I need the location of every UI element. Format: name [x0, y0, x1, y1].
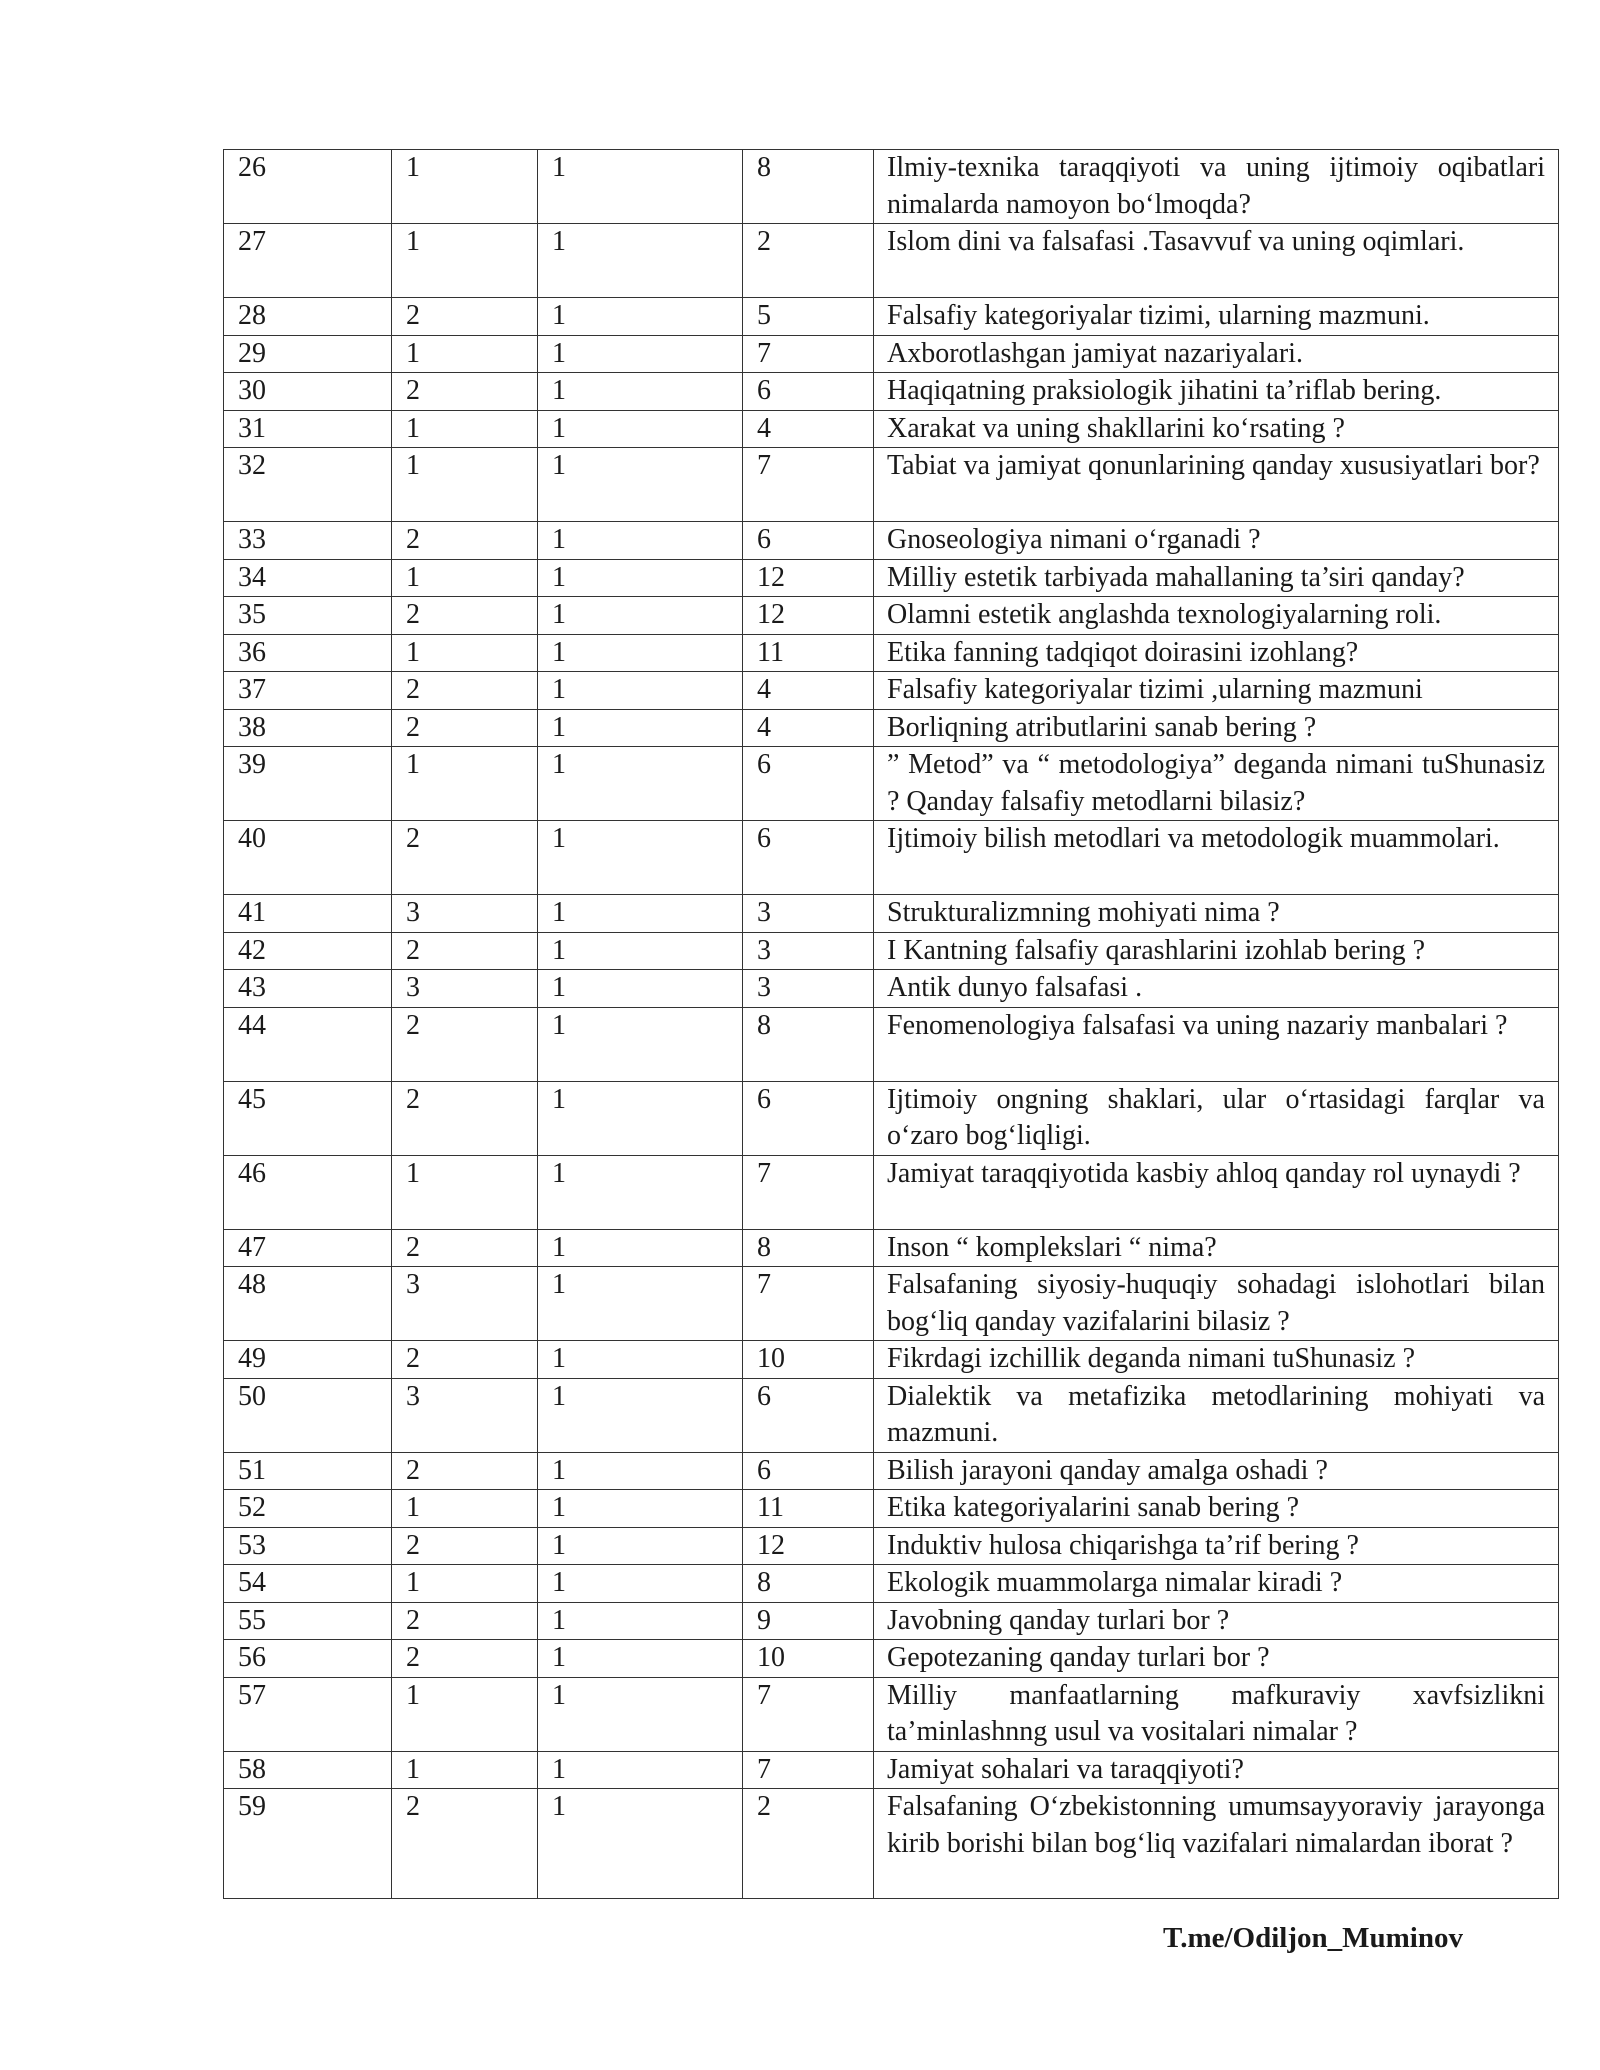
column-3-cell: 1 [538, 1155, 743, 1229]
question-text-cell: Dialektik va metafizika metodlarining mohiyati va mazmuni. [874, 1378, 1559, 1452]
questions-table [223, 149, 1559, 1899]
column-4-cell: 8 [743, 1229, 874, 1267]
table-row [224, 410, 1559, 448]
column-4-cell: 6 [743, 1081, 874, 1155]
column-2-cell: 1 [392, 1751, 538, 1789]
table-row [224, 1602, 1559, 1640]
row-number-cell: 58 [224, 1751, 392, 1789]
row-number-cell: 36 [224, 634, 392, 672]
row-number-cell: 26 [224, 150, 392, 224]
table-row [224, 1007, 1559, 1081]
column-2-cell: 1 [392, 1677, 538, 1751]
table-row [224, 224, 1559, 298]
table-row [224, 1378, 1559, 1452]
row-number-cell: 59 [224, 1789, 392, 1899]
column-2-cell: 2 [392, 1527, 538, 1565]
table-row [224, 1565, 1559, 1603]
column-3-cell: 1 [538, 559, 743, 597]
column-3-cell: 1 [538, 448, 743, 522]
column-3-cell: 1 [538, 1789, 743, 1899]
question-text-cell: Bilish jarayoni qanday amalga oshadi ? [874, 1452, 1559, 1490]
column-4-cell: 5 [743, 298, 874, 336]
row-number-cell: 41 [224, 895, 392, 933]
row-number-cell: 53 [224, 1527, 392, 1565]
table-row [224, 1751, 1559, 1789]
column-4-cell: 12 [743, 559, 874, 597]
question-text-cell: Islom dini va falsafasi .Tasavvuf va uning oqimlari. [874, 224, 1559, 298]
column-3-cell: 1 [538, 150, 743, 224]
question-text-cell: Etika fanning tadqiqot doirasini izohlang? [874, 634, 1559, 672]
column-3-cell: 1 [538, 1527, 743, 1565]
row-number-cell: 39 [224, 747, 392, 821]
row-number-cell: 30 [224, 373, 392, 411]
table-row [224, 522, 1559, 560]
column-4-cell: 7 [743, 448, 874, 522]
column-4-cell: 10 [743, 1341, 874, 1379]
row-number-cell: 55 [224, 1602, 392, 1640]
column-2-cell: 1 [392, 1155, 538, 1229]
column-2-cell: 1 [392, 634, 538, 672]
column-4-cell: 9 [743, 1602, 874, 1640]
table-row [224, 634, 1559, 672]
column-2-cell: 3 [392, 970, 538, 1008]
column-3-cell: 1 [538, 1565, 743, 1603]
column-2-cell: 2 [392, 522, 538, 560]
column-4-cell: 7 [743, 1155, 874, 1229]
table-row [224, 559, 1559, 597]
column-2-cell: 1 [392, 747, 538, 821]
row-number-cell: 31 [224, 410, 392, 448]
table-row [224, 895, 1559, 933]
column-2-cell: 2 [392, 597, 538, 635]
column-2-cell: 1 [392, 1565, 538, 1603]
question-text-cell: Ilmiy-texnika taraqqiyoti va uning ijtimoiy oqibatlari nimalarda namoyon bo‘lmoqda? [874, 150, 1559, 224]
column-3-cell: 1 [538, 1751, 743, 1789]
footer-telegram-link[interactable]: T.me/Odiljon_Muminov [1163, 1922, 1463, 1954]
table-row [224, 970, 1559, 1008]
question-text-cell: Jamiyat taraqqiyotida kasbiy ahloq qanday rol uynaydi ? [874, 1155, 1559, 1229]
column-2-cell: 1 [392, 1490, 538, 1528]
column-4-cell: 6 [743, 373, 874, 411]
question-text-cell: Haqiqatning praksiologik jihatini ta’riflab bering. [874, 373, 1559, 411]
question-text-cell: Falsafiy kategoriyalar tizimi, ularning mazmuni. [874, 298, 1559, 336]
column-4-cell: 10 [743, 1640, 874, 1678]
column-3-cell: 1 [538, 1490, 743, 1528]
column-2-cell: 1 [392, 448, 538, 522]
row-number-cell: 42 [224, 932, 392, 970]
column-2-cell: 1 [392, 150, 538, 224]
row-number-cell: 35 [224, 597, 392, 635]
column-2-cell: 2 [392, 373, 538, 411]
question-text-cell: Falsafiy kategoriyalar tizimi ,ularning mazmuni [874, 672, 1559, 710]
row-number-cell: 54 [224, 1565, 392, 1603]
column-3-cell: 1 [538, 1452, 743, 1490]
column-3-cell: 1 [538, 821, 743, 895]
column-3-cell: 1 [538, 373, 743, 411]
row-number-cell: 40 [224, 821, 392, 895]
column-2-cell: 2 [392, 821, 538, 895]
row-number-cell: 37 [224, 672, 392, 710]
table-row [224, 1267, 1559, 1341]
column-3-cell: 1 [538, 634, 743, 672]
table-row [224, 373, 1559, 411]
question-text-cell: Ekologik muammolarga nimalar kiradi ? [874, 1565, 1559, 1603]
question-text-cell: Xarakat va uning shakllarini ko‘rsating ? [874, 410, 1559, 448]
question-text-cell: Fikrdagi izchillik deganda nimani tuShunasiz ? [874, 1341, 1559, 1379]
column-2-cell: 2 [392, 709, 538, 747]
column-2-cell: 2 [392, 672, 538, 710]
column-2-cell: 1 [392, 559, 538, 597]
column-3-cell: 1 [538, 335, 743, 373]
column-2-cell: 3 [392, 1378, 538, 1452]
column-3-cell: 1 [538, 747, 743, 821]
row-number-cell: 49 [224, 1341, 392, 1379]
column-2-cell: 1 [392, 410, 538, 448]
row-number-cell: 33 [224, 522, 392, 560]
table-row [224, 821, 1559, 895]
row-number-cell: 46 [224, 1155, 392, 1229]
question-text-cell: Etika kategoriyalarini sanab bering ? [874, 1490, 1559, 1528]
column-3-cell: 1 [538, 1378, 743, 1452]
question-text-cell: Gepotezaning qanday turlari bor ? [874, 1640, 1559, 1678]
column-2-cell: 2 [392, 1789, 538, 1899]
column-4-cell: 6 [743, 821, 874, 895]
row-number-cell: 43 [224, 970, 392, 1008]
question-text-cell: Antik dunyo falsafasi . [874, 970, 1559, 1008]
column-2-cell: 1 [392, 335, 538, 373]
column-2-cell: 3 [392, 1267, 538, 1341]
column-4-cell: 3 [743, 970, 874, 1008]
row-number-cell: 50 [224, 1378, 392, 1452]
question-text-cell: Gnoseologiya nimani o‘rganadi ? [874, 522, 1559, 560]
column-2-cell: 3 [392, 895, 538, 933]
question-text-cell: Tabiat va jamiyat qonunlarining qanday xususiyatlari bor? [874, 448, 1559, 522]
table-row [224, 1789, 1559, 1899]
row-number-cell: 57 [224, 1677, 392, 1751]
question-text-cell: Falsafaning O‘zbekistonning umumsayyoraviy jarayonga kirib borishi bilan bog‘liq vazifalari nimalardan iborat ? [874, 1789, 1559, 1899]
row-number-cell: 47 [224, 1229, 392, 1267]
column-4-cell: 4 [743, 672, 874, 710]
column-4-cell: 6 [743, 747, 874, 821]
row-number-cell: 34 [224, 559, 392, 597]
table-row [224, 1155, 1559, 1229]
column-3-cell: 1 [538, 1677, 743, 1751]
column-4-cell: 6 [743, 522, 874, 560]
column-3-cell: 1 [538, 1341, 743, 1379]
row-number-cell: 52 [224, 1490, 392, 1528]
column-3-cell: 1 [538, 970, 743, 1008]
question-text-cell: Ijtimoiy ongning shaklari, ular o‘rtasidagi farqlar va o‘zaro bog‘liqligi. [874, 1081, 1559, 1155]
table-row [224, 672, 1559, 710]
question-text-cell: Falsafaning siyosiy-huquqiy sohadagi islohotlari bilan bog‘liq qanday vazifalarini bilasiz ? [874, 1267, 1559, 1341]
table-row [224, 1452, 1559, 1490]
column-4-cell: 4 [743, 709, 874, 747]
column-2-cell: 2 [392, 1452, 538, 1490]
column-4-cell: 6 [743, 1452, 874, 1490]
table-row [224, 1341, 1559, 1379]
table-row [224, 150, 1559, 224]
table-row [224, 1640, 1559, 1678]
column-4-cell: 2 [743, 224, 874, 298]
question-text-cell: Axborotlashgan jamiyat nazariyalari. [874, 335, 1559, 373]
row-number-cell: 32 [224, 448, 392, 522]
question-text-cell: Javobning qanday turlari bor ? [874, 1602, 1559, 1640]
column-4-cell: 8 [743, 1007, 874, 1081]
column-3-cell: 1 [538, 672, 743, 710]
column-2-cell: 2 [392, 932, 538, 970]
column-4-cell: 7 [743, 1267, 874, 1341]
column-4-cell: 8 [743, 1565, 874, 1603]
row-number-cell: 44 [224, 1007, 392, 1081]
column-4-cell: 2 [743, 1789, 874, 1899]
column-2-cell: 2 [392, 298, 538, 336]
question-text-cell: Jamiyat sohalari va taraqqiyoti? [874, 1751, 1559, 1789]
table-row [224, 709, 1559, 747]
column-4-cell: 7 [743, 1677, 874, 1751]
column-3-cell: 1 [538, 1081, 743, 1155]
column-4-cell: 6 [743, 1378, 874, 1452]
column-3-cell: 1 [538, 709, 743, 747]
question-text-cell: I Kantning falsafiy qarashlarini izohlab bering ? [874, 932, 1559, 970]
row-number-cell: 51 [224, 1452, 392, 1490]
question-text-cell: Borliqning atributlarini sanab bering ? [874, 709, 1559, 747]
question-text-cell: Milliy estetik tarbiyada mahallaning ta’siri qanday? [874, 559, 1559, 597]
column-2-cell: 2 [392, 1640, 538, 1678]
table-row [224, 1677, 1559, 1751]
question-text-cell: Milliy manfaatlarning mafkuraviy xavfsizlikni ta’minlashnng usul va vositalari nimalar ? [874, 1677, 1559, 1751]
table-row [224, 597, 1559, 635]
table-row [224, 448, 1559, 522]
row-number-cell: 28 [224, 298, 392, 336]
column-2-cell: 2 [392, 1602, 538, 1640]
row-number-cell: 29 [224, 335, 392, 373]
column-4-cell: 12 [743, 1527, 874, 1565]
table-row [224, 932, 1559, 970]
column-3-cell: 1 [538, 410, 743, 448]
question-text-cell: Olamni estetik anglashda texnologiyalarning roli. [874, 597, 1559, 635]
column-3-cell: 1 [538, 522, 743, 560]
column-3-cell: 1 [538, 597, 743, 635]
table-row [224, 1081, 1559, 1155]
row-number-cell: 38 [224, 709, 392, 747]
row-number-cell: 27 [224, 224, 392, 298]
table-row [224, 1527, 1559, 1565]
column-3-cell: 1 [538, 224, 743, 298]
column-3-cell: 1 [538, 1640, 743, 1678]
column-3-cell: 1 [538, 895, 743, 933]
question-text-cell: ” Metod” va “ metodologiya” deganda nimani tuShunasiz ? Qanday falsafiy metodlarni bilasiz? [874, 747, 1559, 821]
question-text-cell: Ijtimoiy bilish metodlari va metodologik muammolari. [874, 821, 1559, 895]
table-row [224, 747, 1559, 821]
column-2-cell: 1 [392, 224, 538, 298]
column-3-cell: 1 [538, 1229, 743, 1267]
column-4-cell: 3 [743, 932, 874, 970]
column-4-cell: 11 [743, 1490, 874, 1528]
question-text-cell: Strukturalizmning mohiyati nima ? [874, 895, 1559, 933]
column-3-cell: 1 [538, 1007, 743, 1081]
column-3-cell: 1 [538, 932, 743, 970]
column-2-cell: 2 [392, 1229, 538, 1267]
table-row [224, 1490, 1559, 1528]
column-4-cell: 3 [743, 895, 874, 933]
row-number-cell: 56 [224, 1640, 392, 1678]
table-row [224, 298, 1559, 336]
column-3-cell: 1 [538, 298, 743, 336]
column-2-cell: 2 [392, 1341, 538, 1379]
question-text-cell: Induktiv hulosa chiqarishga ta’rif bering ? [874, 1527, 1559, 1565]
column-2-cell: 2 [392, 1081, 538, 1155]
column-4-cell: 12 [743, 597, 874, 635]
column-2-cell: 2 [392, 1007, 538, 1081]
column-4-cell: 7 [743, 335, 874, 373]
questions-table-body [224, 150, 1559, 1899]
table-row [224, 335, 1559, 373]
table-row [224, 1229, 1559, 1267]
column-4-cell: 7 [743, 1751, 874, 1789]
row-number-cell: 45 [224, 1081, 392, 1155]
column-4-cell: 4 [743, 410, 874, 448]
column-3-cell: 1 [538, 1267, 743, 1341]
row-number-cell: 48 [224, 1267, 392, 1341]
column-3-cell: 1 [538, 1602, 743, 1640]
question-text-cell: Inson “ komplekslari “ nima? [874, 1229, 1559, 1267]
column-4-cell: 11 [743, 634, 874, 672]
question-text-cell: Fenomenologiya falsafasi va uning nazariy manbalari ? [874, 1007, 1559, 1081]
column-4-cell: 8 [743, 150, 874, 224]
